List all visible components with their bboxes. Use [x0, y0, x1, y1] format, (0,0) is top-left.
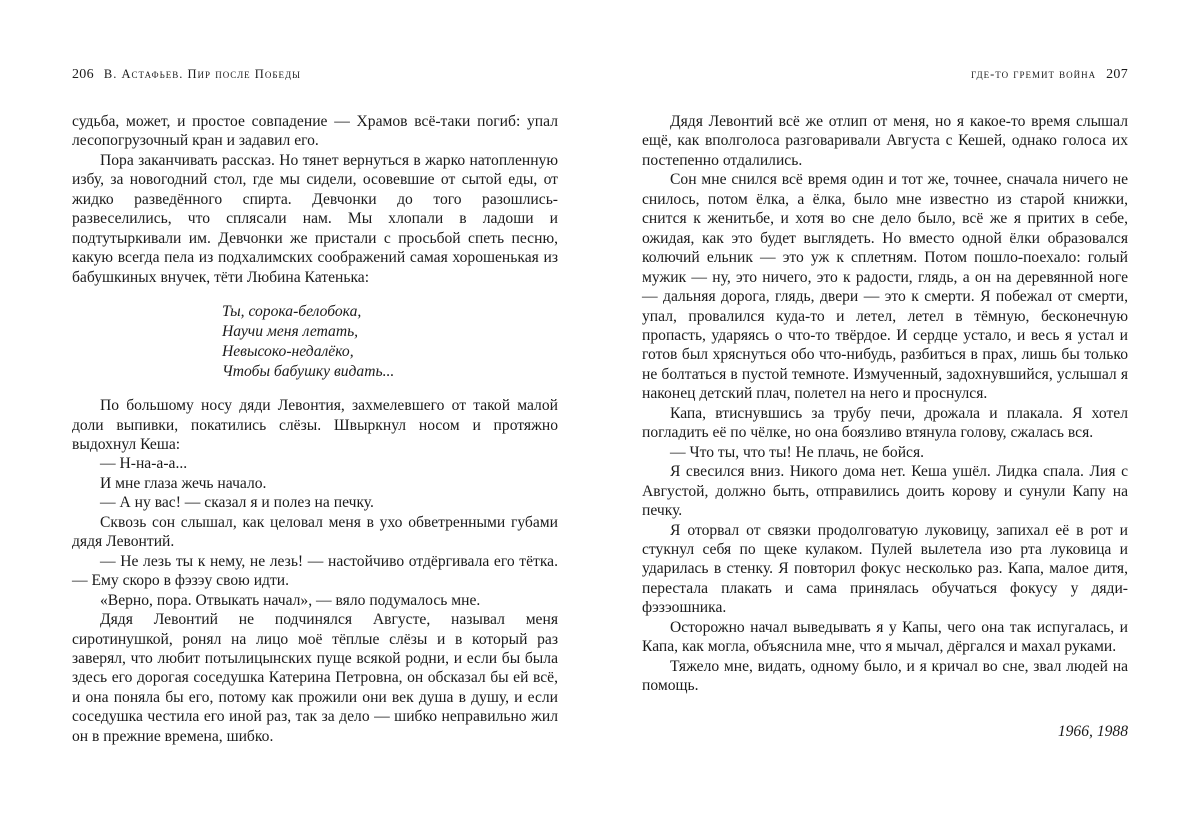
paragraph: судьба, может, и простое совпадение — Храмов всё-таки погиб: упал лесопогрузочный кран и задавил его.: [72, 113, 558, 150]
verse-block: [222, 302, 558, 382]
right-running-head: [642, 67, 1128, 83]
paragraph: Осторожно начал выведывать я у Капы, чего она так испугалась, и Капа, как могла, объяснила мне, что я мычал, дёргался и махал руками.: [642, 618, 1128, 656]
verse-line: Научи меня летать,: [222, 323, 359, 341]
paragraph: — Н-на-а-а...: [100, 455, 188, 473]
paragraph: Сон мне снился всё время один и тот же, точнее, сначала ничего не снилось, потом ёлка, а ёлка, было мне известно из старой книжки, снится к женитьбе, и хотя во сне дело было, всё же я притих в себе, ожидая, как это будет выглядеть. Но вместо одной ёлки образовался колючий ельник — это уж к сплетням. Потом пошло-поехало: голый мужик — ну, это ничего, это к радости, глядь, а он на деревянной ноге — дальняя дорога, глядь, двери — это к смерти. Я побежал от смерти, упал, провалился куда-то и летел, летел в тёмную, бесконечную пропасть, ударяясь о что-то твёрдое. И сердце устало, и весь я устал и готов был хряснуться обо что-нибудь, разбиться в прах, лишь бы только не болтаться в пустой темноте. Измученный, задохнувшийся, услышал я наконец детский плач, полетел на него и проснулся.: [642, 171, 1128, 403]
right-page-text: [642, 112, 1128, 741]
dateline: 1966, 1988: [1057, 722, 1128, 740]
paragraph: Сквозь сон слышал, как целовал меня в ухо обветренными губами дядя Левонтий.: [72, 513, 558, 551]
paragraph: Дядя Левонтий всё же отлип от меня, но я какое-то время слышал ещё, как вполголоса разговаривали Августа с Кешей, однако голоса их постепенно отдалились.: [642, 113, 1128, 169]
paragraph: И мне глаза жечь начало.: [100, 474, 267, 492]
paragraph: Я свесился вниз. Никого дома нет. Кеша ушёл. Лидка спала. Лия с Августой, должно быть, отправились доить корову и сунули Капу на печку.: [642, 463, 1128, 520]
verse-line: Чтобы бабушку видать...: [222, 363, 395, 381]
paragraph: Я оторвал от связки продолговатую луковицу, запихал её в рот и стукнул себя по щеке кулаком. Пулей вылетела изо рта луковица и ударилась в стенку. Я повторил фокус несколько раз. Капа, малое дитя, перестала плакать и сама принялась обучаться фокусу у дяди-фэзэошника.: [642, 521, 1128, 617]
paragraph: — Не лезь ты к нему, не лезь! — настойчиво отдёргивала его тётка. — Ему скоро в фэзэу свою идти.: [72, 552, 558, 590]
verse-line: Ты, сорока-белобока,: [222, 303, 362, 321]
page-number-left: 206: [72, 67, 94, 82]
left-page-text: [72, 112, 558, 746]
paragraph: — Что ты, что ты! Не плачь, не бойся.: [670, 443, 925, 461]
paragraph: По большому носу дяди Левонтия, захмелевшего от такой малой доли выпивки, покатились слёзы. Швыркнул носом и протяжно выдохнул Кеша:: [72, 397, 558, 453]
paragraph: Пора заканчивать рассказ. Но тянет вернуться в жарко натопленную избу, за новогодний стол, где мы сидели, осовевшие от сытой еды, от жидко разведённого спирта. Девчонки до того разошлись-развеселились, что сплясали нам. Мы хлопали в ладоши и подтутыркивали им. Девчонки же пристали с просьбой спеть песню, какую всегда пела из подхалимских соображений самая хорошенькая из бабушкиных внучек, тёти Любина Катенька:: [72, 151, 558, 286]
paragraph: Дядя Левонтий не подчинялся Августе, называл меня сиротинушкой, ронял на лицо моё тёплые слёзы и в который раз заверял, что любит потылицынских пуще всякой родни, и если бы была здесь его дорогая соседушка Катерина Петровна, он обсказал бы ей всё, и она поняла бы его, потому как прожили они век душа в душу, и если соседушка честила его иной раз, так за дело — шибко неправильно жил он в прежние времена, шибко.: [72, 611, 558, 745]
running-head-title-left: В. Астафьев. Пир после Победы: [103, 67, 301, 81]
verse-line: Невысоко-недалёко,: [222, 343, 354, 361]
paragraph: — А ну вас! — сказал я и полез на печку.: [100, 494, 374, 512]
left-running-head: [72, 67, 558, 83]
page-number-right: 207: [1106, 67, 1128, 82]
paragraph: Тяжело мне, видать, одному было, и я кричал во сне, звал людей на помощь.: [642, 657, 1128, 695]
paragraph: Капа, втиснувшись за трубу печи, дрожала и плакала. Я хотел погладить её по чёлке, но она боязливо втянула голову, сжалась вся.: [642, 404, 1128, 442]
paragraph: «Верно, пора. Отвыкать начал», — вяло подумалось мне.: [100, 591, 481, 609]
running-head-title-right: где-то гремит война: [971, 67, 1097, 81]
